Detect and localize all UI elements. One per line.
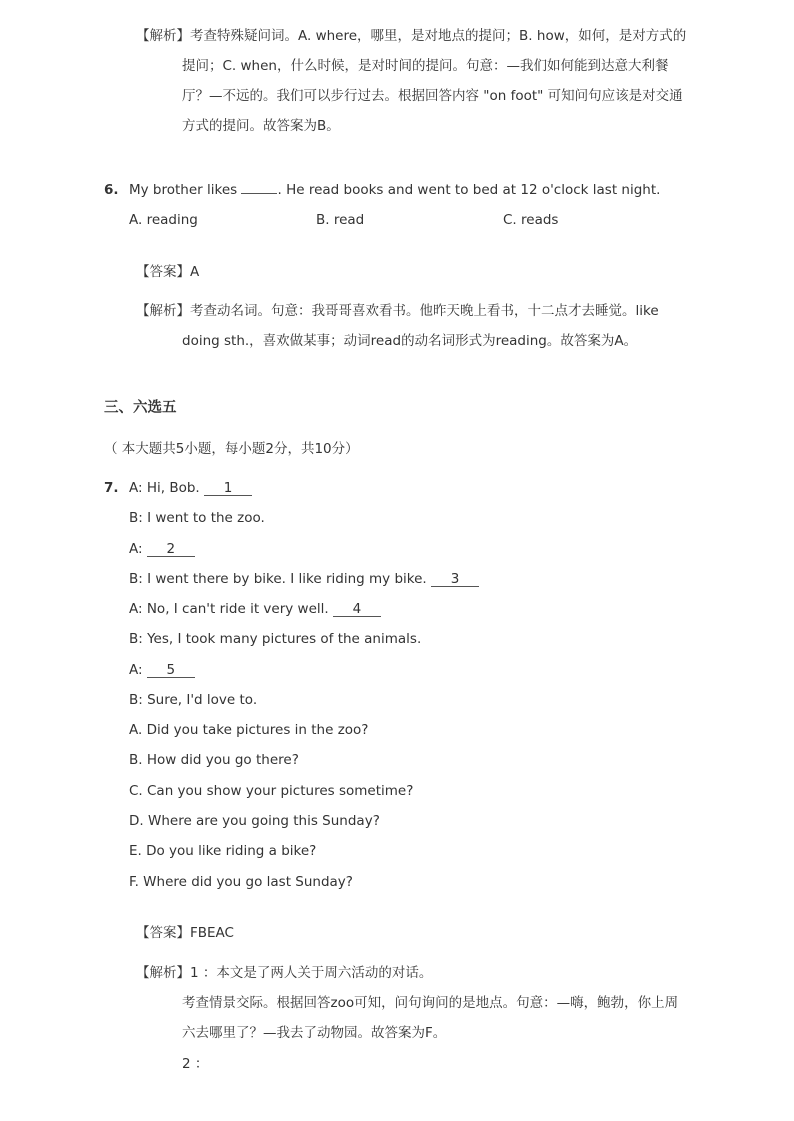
prev-analysis-line-4: 方式的提问。故答案为B。 [182, 118, 340, 134]
question-6-analysis-line-2: doing sth.，喜欢做某事；动词read的动名词形式为reading。故答案为A。 [182, 333, 638, 349]
question-7-analysis-tag: 【解析】 [136, 965, 190, 981]
question-7-option-d: D. Where are you going this Sunday? [129, 813, 380, 829]
prev-analysis-line-1: 考查特殊疑问词。A. where，哪里，是对地点的提问；B. how，如何，是对方式的 [190, 28, 687, 44]
question-6-answer [136, 260, 199, 280]
question-6-stem-after: . He read books and went to bed at 12 o'clock last night. [277, 182, 661, 198]
question-6-option-c: C. reads [503, 212, 559, 228]
dialogue-line-4 [129, 571, 479, 587]
dialogue-line-2: B: I went to the zoo. [129, 510, 265, 526]
question-6-blank [241, 193, 277, 194]
question-7-analysis-line-3: 2 ： [182, 1056, 209, 1072]
question-7-analysis-line-2: 六去哪里了？—我去了动物园。故答案为F。 [182, 1025, 447, 1041]
question-6-number: 6. [104, 182, 119, 198]
dialogue-line-8: B: Sure, I'd love to. [129, 692, 258, 708]
question-7-analysis-line-1: 考查情景交际。根据回答zoo可知，问句询问的是地点。句意：—嗨，鲍勃，你上周 [182, 995, 679, 1011]
section-subtitle: （ 本大题共5小题，每小题2分，共10分） [104, 441, 359, 457]
prev-analysis-tag: 【解析】 [136, 28, 190, 44]
question-7-option-a: A. Did you take pictures in the zoo? [129, 722, 369, 738]
answer-value: A [190, 264, 200, 280]
question-7-option-e: E. Do you like riding a bike? [129, 843, 317, 859]
dialogue-line-3 [129, 541, 195, 557]
dialogue-text: A: Hi, Bob. [129, 480, 204, 496]
prev-analysis-line-2: 提问；C. when，什么时候，是对时间的提问。句意：—我们如何能到达意大利餐 [182, 58, 669, 74]
question-6-stem [129, 182, 660, 198]
question-7-option-b: B. How did you go there? [129, 752, 299, 768]
answer-value: FBEAC [190, 925, 234, 941]
dialogue-line-5 [129, 601, 381, 617]
dialogue-line-1 [129, 480, 252, 496]
dialogue-text: B: I went there by bike. I like riding my bike. [129, 571, 431, 587]
question-6-option-b: B. read [316, 212, 365, 228]
answer-tag: 【答案】 [136, 264, 190, 280]
question-6-option-a: A. reading [129, 212, 198, 228]
question-7-option-f: F. Where did you go last Sunday? [129, 874, 353, 890]
dialogue-blank-2: 2 [147, 542, 195, 557]
question-6-analysis-line-1: 考查动名词。句意：我哥哥喜欢看书。他昨天晚上看书，十二点才去睡觉。like [190, 303, 659, 319]
prev-analysis-line-3: 厅？—不远的。我们可以步行过去。根据回答内容 "on foot" 可知问句应该是对交通 [182, 88, 683, 104]
dialogue-text: A: No, I can't ride it very well. [129, 601, 333, 617]
question-7-answer [136, 921, 234, 941]
dialogue-blank-1: 1 [204, 481, 252, 496]
section-title: 三、六选五 [104, 400, 177, 416]
question-7-number: 7. [104, 480, 119, 496]
question-6-analysis-tag: 【解析】 [136, 303, 190, 319]
dialogue-text: A: [129, 662, 147, 678]
dialogue-blank-5: 5 [147, 663, 195, 678]
question-6-stem-before: My brother likes [129, 182, 238, 198]
dialogue-line-6: B: Yes, I took many pictures of the animals. [129, 631, 422, 647]
dialogue-line-7 [129, 662, 195, 678]
dialogue-text: A: [129, 541, 147, 557]
dialogue-blank-4: 4 [333, 602, 381, 617]
answer-tag: 【答案】 [136, 925, 190, 941]
question-7-analysis-first: 1 ：本文是了两人关于周六活动的对话。 [190, 965, 433, 981]
question-7-option-c: C. Can you show your pictures sometime? [129, 783, 414, 799]
dialogue-blank-3: 3 [431, 572, 479, 587]
